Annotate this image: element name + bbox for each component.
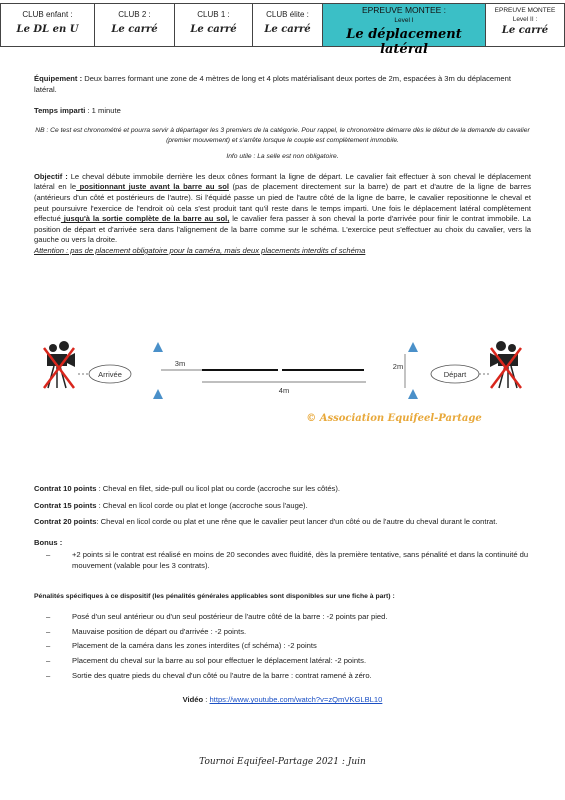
list-item [34, 627, 531, 638]
bonus-item [34, 550, 531, 571]
copyright-watermark: © Association Equifeel-Partage [306, 413, 482, 424]
header-value: Le carré [264, 24, 311, 35]
list-dash: – [46, 612, 51, 622]
video-label: Vidéo [182, 695, 204, 705]
objectif-paragraph [34, 172, 531, 246]
header-value: Le DL en U [16, 24, 79, 35]
penalites-title: Pénalités spécifiques à ce dispositif (les pénalités générales applicables sont disponibles sur une fiche à part) : [34, 592, 395, 600]
penalite-text: Posé d'un seul antérieur ou d'un seul postérieur de l'autre côté de la barre : -2 points par pied. [72, 612, 388, 622]
content-bottom [34, 484, 531, 706]
contrat-text: : Cheval en licol corde ou plat et une rêne que le cavalier peut lancer d'un côté ou de l'autre du cheval durant le contrat. [96, 517, 498, 527]
footer-text: Tournoi Equifeel-Partage 2021 : Juin [199, 757, 366, 767]
penalites-list [34, 612, 531, 681]
exercise-diagram [34, 336, 531, 426]
header-label: CLUB 1 : [197, 10, 230, 19]
list-item [34, 656, 531, 667]
contrat-text: : Cheval en filet, side-pull ou licol plat ou corde (accroche sur les côtés). [96, 484, 340, 493]
header-epreuve-title: EPREUVE MONTEE : [361, 5, 447, 15]
video-link[interactable]: https://www.youtube.com/watch?v=zQmVKGLBL10 [209, 695, 383, 705]
contrat-10 [34, 484, 531, 495]
objectif-emphasis-2: jusqu'à la sortie complète de la barre au sol, [60, 214, 230, 224]
contrat-text: : Cheval en licol corde ou plat et longe (accroche sous l'auge). [96, 500, 308, 510]
list-item [34, 612, 531, 623]
cone-icon [153, 342, 163, 352]
video-sep: : [203, 695, 210, 705]
contrat-15 [34, 501, 531, 512]
temps-paragraph [34, 106, 531, 117]
header-epreuve-level1 [322, 3, 485, 57]
objectif-label: Objectif : [34, 171, 68, 181]
list-item [34, 641, 531, 652]
penalite-text: Mauvaise position de départ ou d'arrivée : -2 points. [72, 626, 247, 636]
contrat-label: Contrat 10 points [34, 484, 97, 493]
bonus-text: +2 points si le contrat est réalisé en moins de 20 secondes avec fluidité, dès la première tentative, sans pénalité et dans la continuité du mouvement (valable pour les 3 contrats). [72, 550, 529, 570]
header-value: Le carré [111, 24, 158, 35]
contrat-20 [34, 517, 531, 528]
temps-label: Temps imparti [34, 106, 86, 116]
header-club-2 [94, 3, 174, 47]
depart-label: Départ [443, 370, 467, 379]
objectif-text-3: le cavalier fera passer à son cheval la porte d'arrivée pour finir le contrat immobile. La position de départ et d'arrivée sera dans l'alignement de la barre comme sur le schéma. L'exercice peut s'effectuer au choix du cavalier, vers la gauche ou vers la droite. [34, 214, 532, 245]
distance-label-4m: 4m [278, 386, 290, 395]
equipement-label: Équipement : [34, 74, 83, 83]
cone-icon [408, 342, 418, 352]
bonus-label: Bonus : [34, 537, 63, 547]
objectif-text-1: Le cheval débute immobile derrière les deux cônes formant la ligne de départ. Le cavalier fait effectuer à son cheval le déplacement latéral en le [34, 171, 531, 192]
equipement-text: Deux barres formant une zone de 4 mètres de long et 4 plots matérialisant deux portes de 2m, espacées à 3m du déplacement latéral. [34, 74, 511, 94]
header-epreuve-subtitle: Le déplacement latéral [346, 27, 462, 57]
header-level-2: Level II : [512, 16, 538, 23]
contrat-label: Contrat 20 points [34, 517, 97, 527]
equipement-paragraph [34, 74, 531, 95]
attention-note: Attention : pas de placement obligatoire pour la caméra, mais deux placements interdits cf schéma [34, 245, 366, 255]
objectif-emphasis-1: positionnant juste avant la barre au sol [76, 182, 229, 192]
list-dash: – [46, 641, 51, 651]
header-level: Level I [394, 17, 414, 24]
header-epreuve-title-2: EPREUVE MONTEE [494, 7, 556, 14]
header-label: CLUB élite : [266, 10, 309, 19]
nb-note: NB : Ce test est chronométré et pourra servir à départager les 3 premiers de la catégorie. Pour rappel, le chronomètre démarre dès le début de la demande du cavalier (premier mouvement) et s'arrête lorsque le couple est complètement immobile. [35, 126, 530, 144]
temps-text: : 1 minute [85, 106, 121, 116]
header-label: CLUB enfant : [22, 10, 73, 19]
header-label: CLUB 2 : [118, 10, 151, 19]
penalite-text: Sortie des quatre pieds du cheval d'un côté ou l'autre de la barre : contrat ramené à zéro. [72, 670, 372, 680]
list-dash: – [46, 655, 51, 665]
video-line [34, 695, 531, 706]
content-top [34, 74, 531, 257]
header-club-elite [252, 3, 322, 47]
info-note: Info utile : La selle est non obligatoire. [226, 152, 339, 160]
arrivee-label: Arrivée [98, 370, 122, 379]
header-banner [0, 3, 565, 57]
cone-icon [153, 389, 163, 399]
penalite-text: Placement du cheval sur la barre au sol pour effectuer le déplacement latéral: -2 points. [72, 655, 367, 665]
distance-label-3m: 3m [174, 359, 186, 368]
list-dash: – [46, 550, 51, 560]
list-item [34, 671, 531, 682]
list-dash: – [46, 670, 51, 680]
header-value: Le carré [501, 25, 549, 36]
header-club-enfant [0, 3, 94, 47]
header-club-1 [174, 3, 252, 47]
cone-icon [408, 389, 418, 399]
distance-label-2m: 2m [392, 362, 404, 371]
header-epreuve-level2 [485, 3, 565, 47]
objectif-text-2: (pas de placement directement sur la barre) de part et d'autre de la ligne de barres (antérieurs d'un côté et postérieurs de l'autre). Si l'équidé passe un pied de l'autre côté de la ligne de barre, le cavalier repositionne le cheval et peut poursuivre l'exercice de l'endroit où cela s'est produit tant qu'il reste dans le temps imparti. Une fois le déplacement latéral complètement effectué [34, 182, 532, 224]
contrat-label: Contrat 15 points [34, 500, 97, 510]
penalite-text: Placement de la caméra dans les zones interdites (cf schéma) : -2 points [72, 641, 317, 651]
header-value: Le carré [190, 24, 237, 35]
list-dash: – [46, 626, 51, 636]
